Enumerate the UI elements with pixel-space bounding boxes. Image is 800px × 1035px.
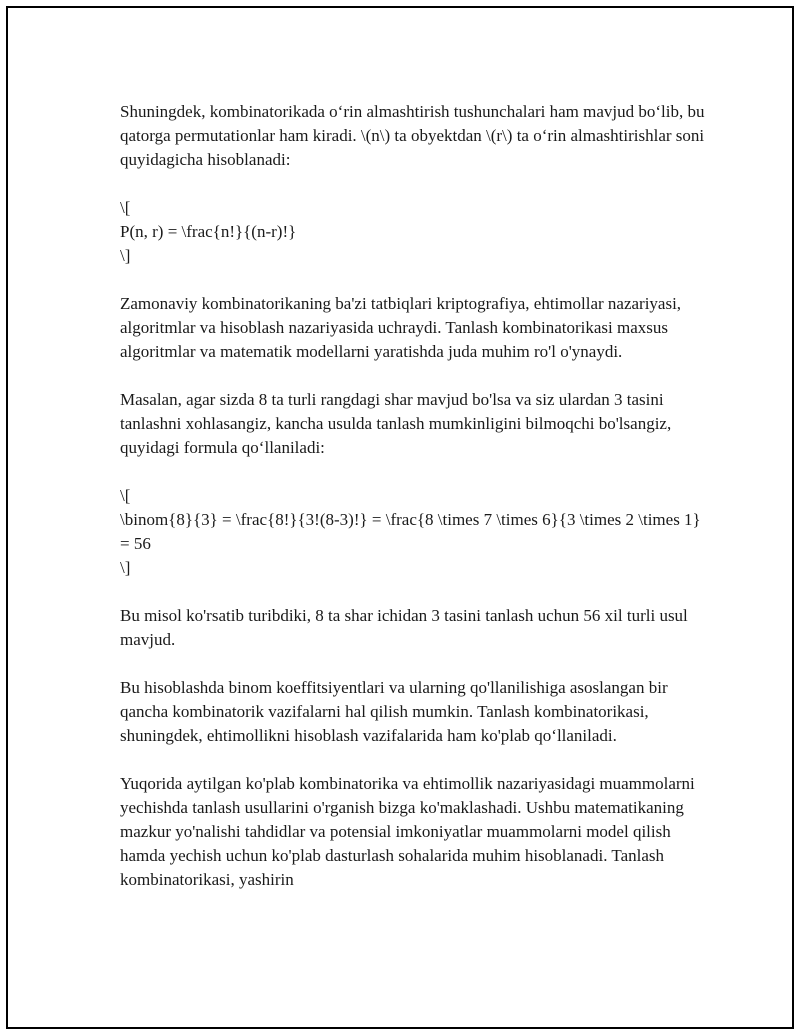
paragraph-permutations-intro: Shuningdek, kombinatorikada o‘rin almashtirish tushunchalari ham mavjud bo‘lib, bu qatorga permutationlar ham kiradi. \(n\) ta obyektdan \(r\) ta o‘rin almashtirishlar soni quyidagicha hisoblanadi: <box>120 102 705 169</box>
paragraph-example-result: Bu misol ko'rsatib turibdiki, 8 ta shar ichidan 3 tasini tanlash uchun 56 xil turli usul mavjud. <box>120 606 688 649</box>
formula-expression: \binom{8}{3} = \frac{8!}{3!(8-3)!} = \frac{8 \times 7 \times 6}{3 \times 2 \times 1} = 56 <box>120 510 701 553</box>
paragraph-modern-applications: Zamonaviy kombinatorikaning ba'zi tatbiqlari kriptografiya, ehtimollar nazariyasi, algoritmlar va hisoblash nazariyasida uchraydi. Tanlash kombinatorikasi maxsus algoritmlar va matematik modellarni yaratishda juda muhim ro'l o'ynaydi. <box>120 294 682 361</box>
formula-close-delimiter: \] <box>120 558 131 577</box>
paragraph-conclusion: Yuqorida aytilgan ko'plab kombinatorika va ehtimollik nazariyasidagi muammolarni yechishda tanlash usullarini o'rganish bizga ko'maklashadi. Ushbu matematikaning mazkur yo'nalishi tahdidlar va potensial imkoniyatlar muammolarni model qilish hamda yechish uchun ko'plab dasturlash sohalarida muhim hisoblanadi. Tanlash kombinatorikasi, yashirin <box>120 774 695 889</box>
document-body <box>120 100 710 916</box>
paragraph-example-intro: Masalan, agar sizda 8 ta turli rangdagi shar mavjud bo'lsa va siz ulardan 3 tasini tanlashni xohlasangiz, kancha usulda tanlash mumkinligini bilmoqchi bo'lsangiz, quyidagi formula qo‘llaniladi: <box>120 390 672 457</box>
formula-open-delimiter: \[ <box>120 198 131 217</box>
formula-open-delimiter: \[ <box>120 486 131 505</box>
formula-expression: P(n, r) = \frac{n!}{(n-r)!} <box>120 222 297 241</box>
page-frame <box>6 6 794 1029</box>
formula-binomial <box>120 484 710 580</box>
formula-permutation <box>120 196 710 268</box>
paragraph-binomial-coefficients: Bu hisoblashda binom koeffitsiyentlari va ularning qo'llanilishiga asoslangan bir qancha kombinatorik vazifalarni hal qilish mumkin. Tanlash kombinatorikasi, shuningdek, ehtimollikni hisoblash vazifalarida ham ko'plab qo‘llaniladi. <box>120 678 668 745</box>
formula-close-delimiter: \] <box>120 246 131 265</box>
